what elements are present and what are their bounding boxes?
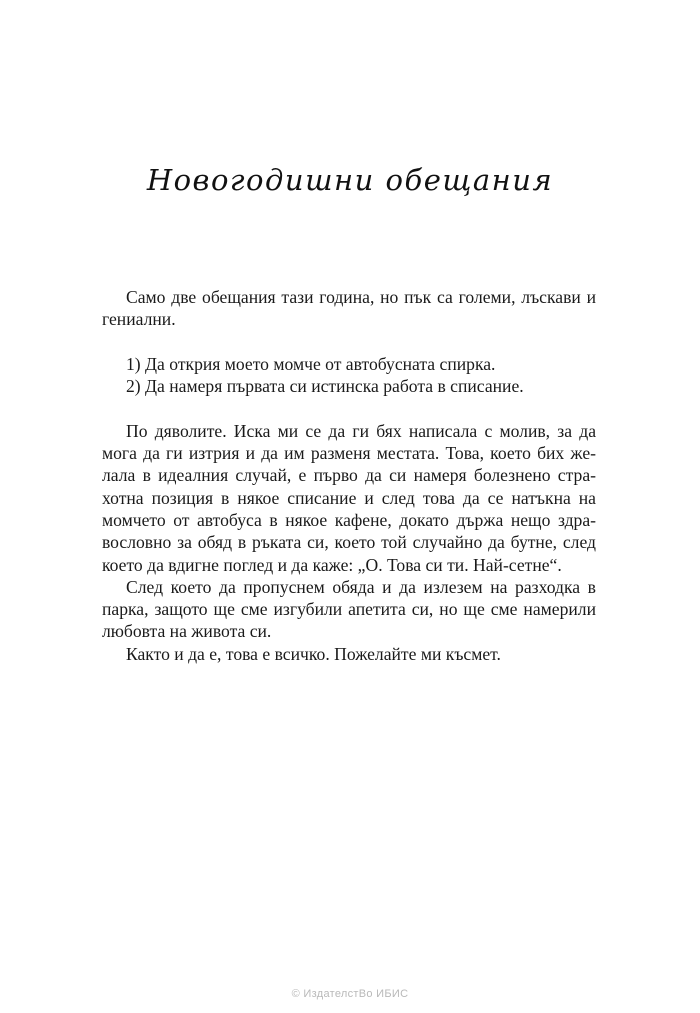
body-paragraph-2: След което да пропуснем обяда и да излезем на разходка в парка, защото ще сме изгубили апетита си, но ще сме намерили любовта на живота си. — [102, 576, 596, 642]
promise-item-1: 1) Да открия моето момче от автобусната спирка. — [126, 353, 496, 374]
publisher-copyright: © ИздателстВо ИБИС — [291, 988, 409, 1000]
paragraph-gap — [102, 331, 596, 353]
body-paragraph-3: Както и да е, това е всичко. Пожелайте ми късмет. — [126, 643, 501, 664]
body-paragraph-1: По дяволите. Иска ми се да ги бях написала с молив, за да мога да ги изтрия и да им разменя местата. Това, което бих желала в идеалния случай, е първо да си намеря болезнено страхотна позиция в някое списание и след това да се натъкна на момчето от автобуса в някое кафене, докато държа нещо здравословно за обяд в ръката си, което той случайно да бутне, след което да вдигне поглед и да каже: „О. Това си ти. Най-сетне“. — [102, 420, 596, 575]
paragraph-gap — [102, 397, 596, 419]
intro-paragraph: Само две обещания тази година, но пък са големи, лъскави и гениални. — [102, 287, 596, 330]
chapter-body — [102, 286, 596, 665]
chapter-title: Новогодишни обещания — [146, 163, 554, 197]
promise-item-2: 2) Да намеря първата си истинска работа в списание. — [126, 376, 524, 397]
